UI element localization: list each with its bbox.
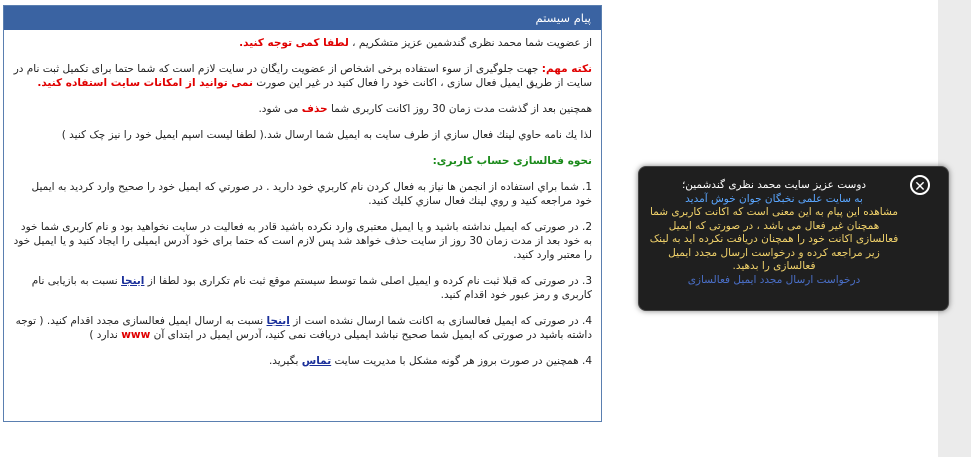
close-icon[interactable]: ✕ xyxy=(910,175,930,195)
howto-title: نحوه فعالسازی حساب کاربری: xyxy=(432,155,592,167)
delete-paragraph xyxy=(12,102,592,116)
attention-text: لطفا کمی توجه کنید. xyxy=(239,37,349,49)
www-text: www xyxy=(121,329,151,341)
resend-activation-popup-link[interactable]: درخواست ارسال مجدد ایمیل فعالسازی xyxy=(687,273,861,286)
panel-title: پیام سیستم xyxy=(4,6,601,30)
greeting-suffix: عزیز متشکریم ، xyxy=(348,37,426,49)
popup-message: مشاهده این پیام به این معنی است که اکانت کاربری شما همچنان غیر فعال می باشد ، در صورتی که ایمیل فعالسازی اکانت خود را همچنان دریافت نکرده اید به لینک زیر مراجعه کرده و درخواست ارسال مجدد ایمیل فعالسازی را بدهید. xyxy=(649,206,899,272)
greeting-prefix: از عضویت شما xyxy=(521,37,592,49)
step-4a-end: ندارد ) xyxy=(89,329,122,341)
important-warning: نمی توانید از امکانات سایت استفاده کنید. xyxy=(37,77,253,89)
important-text: جهت جلوگیری از سوء استفاده برخی اشخاص از عضویت رایگان در سایت لازم است که شما حتما برای تکمیل ثبت نام در سایت از طریق ایمیل فعال سازی ، اکانت خود را فعال کنید در غیر این صورت xyxy=(13,63,592,89)
step-3-suffix: نسبت به بازیابی نام کاربری و رمز عبور خود اقدام کنید. xyxy=(31,275,592,301)
email-note: لذا یك نامه حاوي لینك فعال سازي از طرف سایت به ایمیل شما ارسال شد.( لطفا لیست اسپم ایمیل خود را نیز چک کنید ) xyxy=(61,129,592,141)
activation-popup xyxy=(638,166,949,311)
recover-account-link[interactable]: اینجا xyxy=(121,275,145,287)
step-4b-prefix: 4. همچنین در صورت بروز هر گونه مشکل با مدیریت سایت xyxy=(331,355,592,367)
panel-body xyxy=(4,30,601,368)
system-message-panel xyxy=(3,5,602,422)
popup-welcome: به سایت علمی نخبگان جوان خوش آمدید xyxy=(685,192,863,205)
resend-activation-link[interactable]: اینجا xyxy=(266,315,290,327)
user-name: محمد نظری گندشمین xyxy=(425,37,522,49)
important-paragraph xyxy=(12,62,592,90)
step-3-prefix: 3. در صورتی که قبلا ثبت نام کرده و ایمیل اصلی شما توسط سیستم موقع ثبت نام تکراری بود لطفا از xyxy=(144,275,592,287)
delete-suffix: می شود. xyxy=(258,103,302,115)
popup-greeting: دوست عزیز سایت محمد نظری گندشمین؛ xyxy=(681,179,867,191)
step-4b xyxy=(12,354,592,368)
step-4a-prefix: 4. در صورتی که ایمیل فعالسازی به اکانت شما ارسال نشده است از xyxy=(289,315,592,327)
greeting-paragraph xyxy=(12,36,592,50)
popup-body xyxy=(649,179,899,287)
delete-prefix: همچنین بعد از گذشت مدت زمان 30 روز اکانت کاربری شما xyxy=(327,103,592,115)
step-2: 2. در صورتی که ایمیل نداشته باشید و یا ایمیل معتبری وارد نکرده باشید قادر به فعالیت در سایت نخواهید بود و نام کاربری شما خود به خود بعد از مدت زمان 30 روز از سایت حذف خواهد شد پس لازم است که حتما برای خود آدرس ایمیلی را ایجاد کنید و یا ایمیل خود را معتبر وارد کنید. xyxy=(13,221,592,261)
step-1: 1. شما براي استفاده از انجمن ها نياز به فعال كردن نام كاربري خود داريد . در صورتي كه ايميل خود را صحيح وارد كرديد به ايميل خود مراجعه كنيد و روي لينك فعال سازي كليك كنيد. xyxy=(31,181,592,207)
contact-link[interactable]: تماس xyxy=(301,355,332,367)
step-3 xyxy=(12,274,592,302)
delete-word: حذف xyxy=(301,103,328,115)
step-4b-suffix: بگیرید. xyxy=(268,355,302,367)
important-label: نکته مهم: xyxy=(541,63,592,75)
step-4a-suffix: نسبت به ارسال ایمیل فعالسازی مجدد اقدام کنید. ( توجه داشته باشید در صورتی که ایمیل شما صحیح نباشد ایمیلی دریافت نمی کنید، آدرس ایمیل در ابتدای آن xyxy=(15,315,592,341)
step-4a xyxy=(12,314,592,342)
